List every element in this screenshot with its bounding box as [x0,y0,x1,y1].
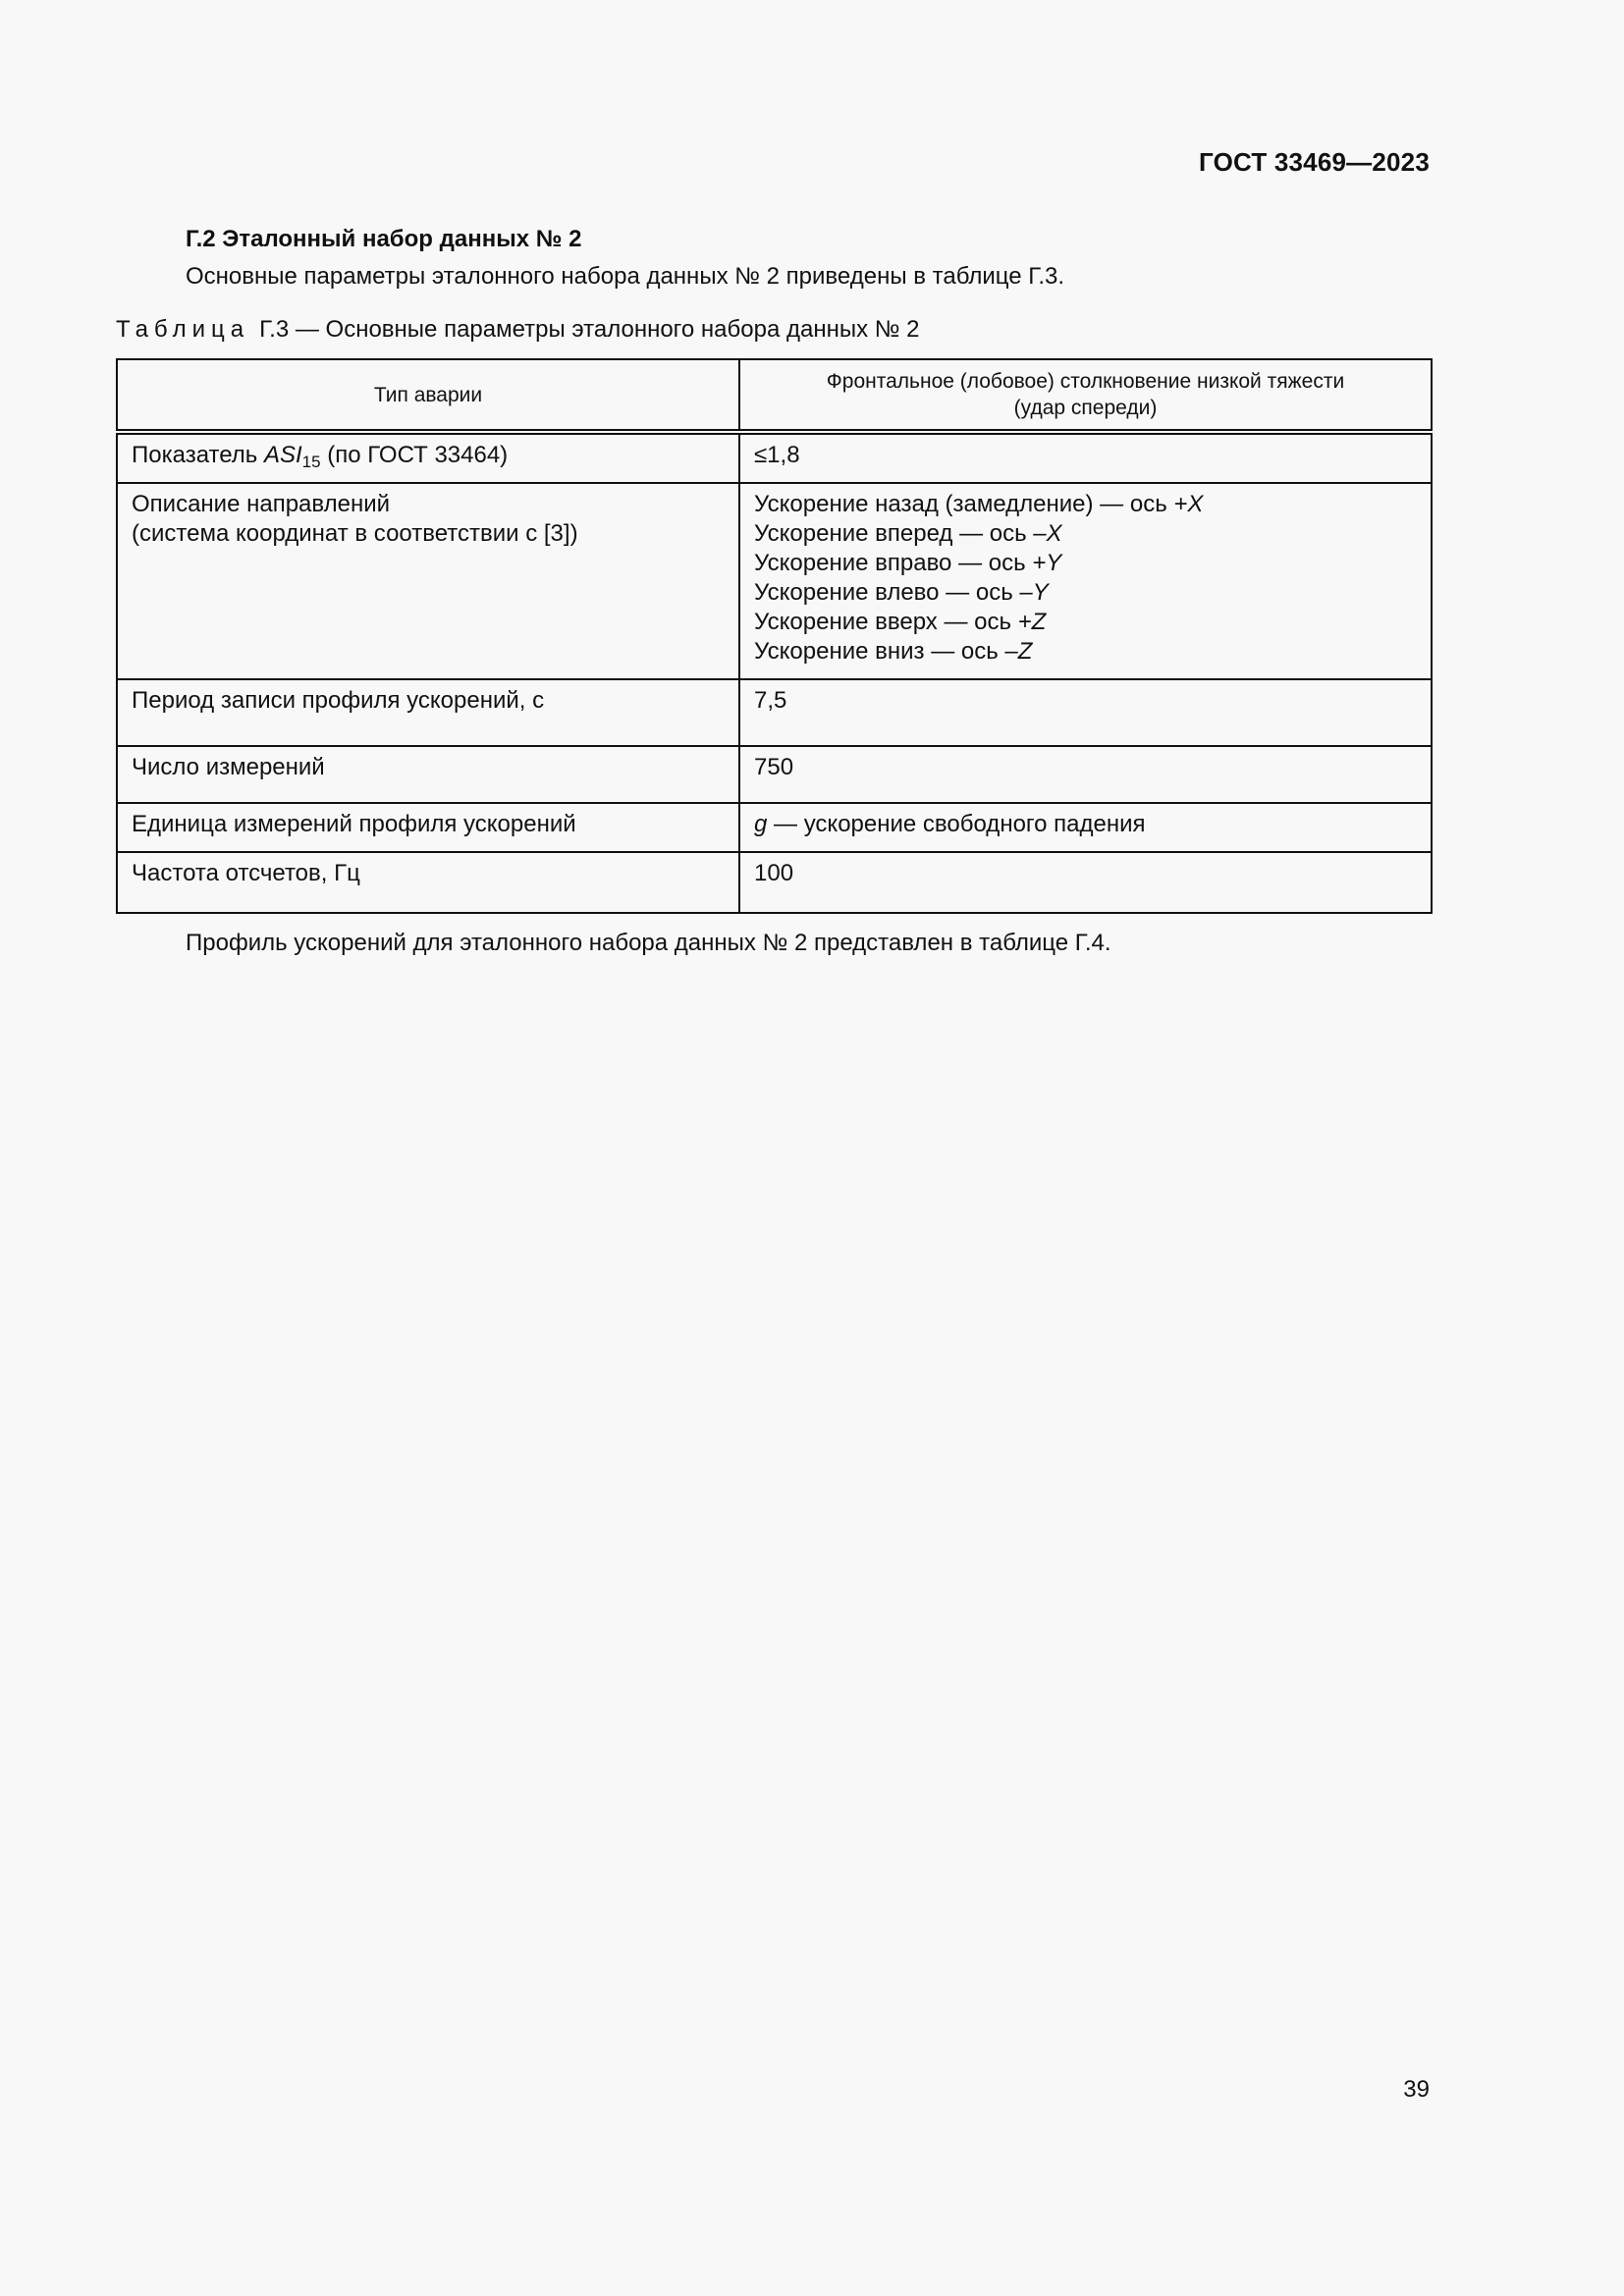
period-value: 7,5 [739,679,1432,746]
parameters-table [116,358,1433,914]
standard-number: ГОСТ 33469—2023 [1199,147,1430,177]
page-number: 39 [1403,2076,1430,2103]
table-row-directions [117,483,1432,679]
table-header-row [117,359,1432,432]
outro-paragraph: Профиль ускорений для эталонного набора данных № 2 представлен в таблице Г.4. [186,930,1111,956]
table-caption-text: Г.3 — Основные параметры эталонного набора данных № 2 [259,316,920,343]
direction-item: Ускорение вверх — ось +Z [754,609,1047,635]
header-crash-description-line1: Фронтальное (лобовое) столкновение низкой тяжести [826,370,1345,393]
table-row-frequency [117,852,1432,913]
header-crash-type: Тип аварии [117,359,739,432]
table-row-period [117,679,1432,746]
asi-value: ≤1,8 [739,432,1432,483]
frequency-label: Частота отсчетов, Гц [117,852,739,913]
asi-subscript: 15 [301,453,321,471]
table-row-asi [117,432,1432,483]
header-crash-description [739,359,1432,432]
frequency-value: 100 [739,852,1432,913]
period-label: Период записи профиля ускорений, с [117,679,739,746]
direction-item: Ускорение вперед — ось –X [754,520,1062,547]
table-caption [116,316,920,344]
count-value: 750 [739,746,1432,803]
section-title: Г.2 Эталонный набор данных № 2 [186,226,582,252]
direction-item: Ускорение назад (замедление) — ось +X [754,491,1204,517]
header-crash-description-line2: (удар спереди) [1013,397,1158,419]
table-caption-label: Таблица [116,316,250,343]
directions-label: Описание направлений (система координат в соответствии с [3]) [117,483,739,679]
asi-symbol: ASI [263,442,302,468]
unit-label: Единица измерений профиля ускорений [117,803,739,852]
direction-item: Ускорение влево — ось –Y [754,579,1049,606]
directions-value [739,483,1432,679]
direction-item: Ускорение вниз — ось –Z [754,638,1033,665]
count-label: Число измерений [117,746,739,803]
table-row-count [117,746,1432,803]
unit-value: g — ускорение свободного падения [739,803,1432,852]
intro-paragraph: Основные параметры эталонного набора данных № 2 приведены в таблице Г.3. [186,263,1065,290]
direction-item: Ускорение вправо — ось +Y [754,550,1062,576]
table-row-unit [117,803,1432,852]
asi-label: Показатель $ASI_{15}$ (по ГОСТ 33464) [117,432,739,483]
